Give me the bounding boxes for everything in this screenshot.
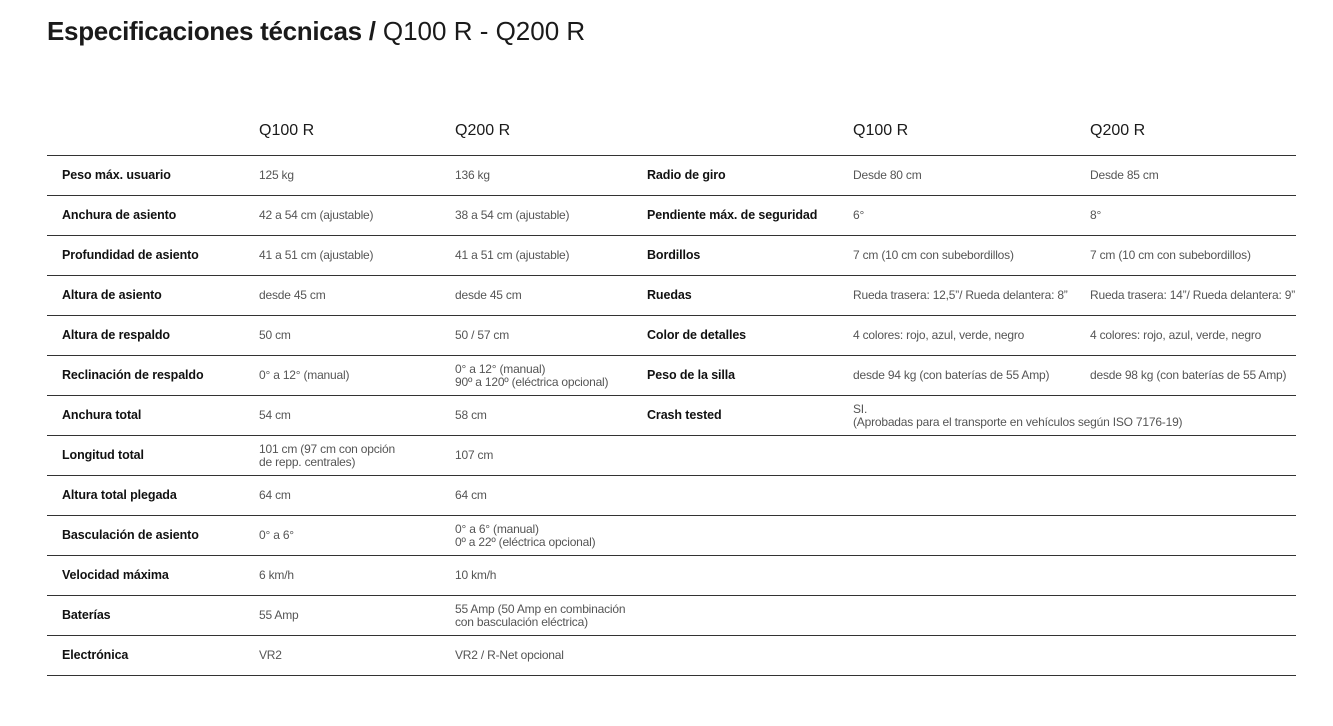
right-label-empty (647, 516, 853, 556)
left-q100-value (259, 636, 455, 676)
crash-label: Crash tested (647, 396, 853, 436)
right-q200-value: desde 98 kg (con baterías de 55 Amp) (1090, 356, 1296, 396)
title-model: Q100 R - Q200 R (382, 16, 586, 46)
left-q200-value (455, 476, 647, 516)
left-q200-value-line: 0° a 6° (manual) (455, 521, 539, 536)
table-row (47, 196, 1296, 236)
left-q200-value (455, 356, 647, 396)
right-label: Pendiente máx. de seguridad (647, 196, 853, 236)
table-row (47, 556, 1296, 596)
right-q100-empty (853, 516, 1090, 556)
table-header-row (47, 107, 1296, 156)
left-q100-value (259, 316, 455, 356)
left-q200-value (455, 156, 647, 196)
left-label: Electrónica (47, 636, 259, 676)
right-q100-value: 4 colores: rojo, azul, verde, negro (853, 316, 1090, 356)
header-right-q200: Q200 R (1090, 107, 1296, 156)
crash-value-line: (Aprobadas para el transporte en vehículos según ISO 7176-19) (853, 414, 1183, 429)
left-label: Anchura de asiento (47, 196, 259, 236)
left-q200-value (455, 436, 647, 476)
left-q200-value (455, 276, 647, 316)
table-row (47, 356, 1296, 396)
right-q100-value: Rueda trasera: 12,5”/ Rueda delantera: 8” (853, 276, 1090, 316)
left-label: Longitud total (47, 436, 259, 476)
right-q200-value: 8° (1090, 196, 1296, 236)
left-q200-value-line: desde 45 cm (455, 288, 522, 302)
table-body (47, 156, 1296, 676)
left-q100-value-line: 101 cm (97 cm con opción (259, 441, 395, 456)
right-q100-empty (853, 436, 1090, 476)
left-q100-value (259, 236, 455, 276)
left-label: Baterías (47, 596, 259, 636)
right-q100-empty (853, 636, 1090, 676)
left-q200-value (455, 596, 647, 636)
left-q100-value (259, 276, 455, 316)
left-q200-value (455, 396, 647, 436)
left-q200-value (455, 556, 647, 596)
left-label: Reclinación de respaldo (47, 356, 259, 396)
left-q200-value-line: 55 Amp (50 Amp en combinación (455, 601, 626, 616)
left-label: Peso máx. usuario (47, 156, 259, 196)
table-row (47, 156, 1296, 196)
header-empty-right (647, 107, 853, 156)
right-q200-value: 4 colores: rojo, azul, verde, negro (1090, 316, 1296, 356)
left-q200-value (455, 316, 647, 356)
right-q100-value: 7 cm (10 cm con subebordillos) (853, 236, 1090, 276)
left-q100-value-line: 125 kg (259, 168, 294, 182)
right-label-empty (647, 636, 853, 676)
left-q100-value-line: 50 cm (259, 328, 291, 342)
right-q200-value: Desde 85 cm (1090, 156, 1296, 196)
table-row (47, 276, 1296, 316)
left-q100-value-line: 0° a 12° (manual) (259, 368, 350, 382)
right-q100-empty (853, 476, 1090, 516)
page-title (47, 14, 585, 48)
header-right-q100: Q100 R (853, 107, 1090, 156)
left-q200-value-line: con basculación eléctrica) (455, 614, 588, 629)
left-q100-value (259, 516, 455, 556)
left-q100-value (259, 356, 455, 396)
left-q100-value-line: 55 Amp (259, 608, 299, 622)
crash-value-line: SI. (853, 401, 868, 416)
table-row (47, 316, 1296, 356)
left-q200-value-line: 136 kg (455, 168, 490, 182)
right-label-empty (647, 476, 853, 516)
right-q100-value: Desde 80 cm (853, 156, 1090, 196)
left-q200-value-line: 107 cm (455, 448, 494, 462)
left-q100-value (259, 436, 455, 476)
table-row (47, 596, 1296, 636)
left-q100-value (259, 596, 455, 636)
left-q100-value (259, 156, 455, 196)
left-label: Profundidad de asiento (47, 236, 259, 276)
left-label: Velocidad máxima (47, 556, 259, 596)
left-q200-value-line: 0° a 12° (manual) (455, 361, 546, 376)
right-q100-empty (853, 596, 1090, 636)
right-q100-empty (853, 556, 1090, 596)
left-q200-value-line: 38 a 54 cm (ajustable) (455, 208, 570, 222)
left-label: Basculación de asiento (47, 516, 259, 556)
right-q200-empty (1090, 636, 1296, 676)
left-q200-value-line: 0º a 22º (eléctrica opcional) (455, 534, 596, 549)
right-q200-value: Rueda trasera: 14”/ Rueda delantera: 9” (1090, 276, 1296, 316)
table-row (47, 236, 1296, 276)
left-q200-value (455, 236, 647, 276)
table-row (47, 636, 1296, 676)
left-q100-value (259, 476, 455, 516)
right-label: Bordillos (647, 236, 853, 276)
left-q100-value-line: desde 45 cm (259, 288, 326, 302)
header-left-q200: Q200 R (455, 107, 647, 156)
table-row (47, 396, 1296, 436)
left-q100-value-line: 54 cm (259, 408, 291, 422)
right-q100-value: desde 94 kg (con baterías de 55 Amp) (853, 356, 1090, 396)
left-q200-value-line: VR2 / R-Net opcional (455, 648, 564, 662)
table-row (47, 516, 1296, 556)
table-row (47, 476, 1296, 516)
right-label-empty (647, 436, 853, 476)
right-q200-empty (1090, 436, 1296, 476)
left-q200-value-line: 10 km/h (455, 568, 497, 582)
spec-table (47, 107, 1296, 676)
crash-value (853, 396, 1296, 436)
left-q100-value-line: VR2 (259, 648, 282, 662)
left-q200-value-line: 90º a 120º (eléctrica opcional) (455, 374, 609, 389)
left-q100-value-line: de repp. centrales) (259, 454, 356, 469)
right-label: Color de detalles (647, 316, 853, 356)
left-label: Altura de respaldo (47, 316, 259, 356)
left-label: Altura de asiento (47, 276, 259, 316)
left-label: Anchura total (47, 396, 259, 436)
left-q200-value (455, 196, 647, 236)
right-q100-value: 6° (853, 196, 1090, 236)
left-q100-value-line: 41 a 51 cm (ajustable) (259, 248, 374, 262)
right-q200-empty (1090, 516, 1296, 556)
left-q100-value-line: 42 a 54 cm (ajustable) (259, 208, 374, 222)
left-q200-value (455, 636, 647, 676)
header-left-q100: Q100 R (259, 107, 455, 156)
left-label: Altura total plegada (47, 476, 259, 516)
right-label: Peso de la silla (647, 356, 853, 396)
title-bold: Especificaciones técnicas / (47, 16, 376, 46)
left-q200-value-line: 58 cm (455, 408, 487, 422)
right-label-empty (647, 556, 853, 596)
left-q100-value-line: 64 cm (259, 488, 291, 502)
left-q200-value-line: 50 / 57 cm (455, 328, 510, 342)
right-q200-empty (1090, 476, 1296, 516)
left-q200-value (455, 516, 647, 556)
left-q200-value-line: 41 a 51 cm (ajustable) (455, 248, 570, 262)
left-q100-value (259, 196, 455, 236)
header-empty-left (47, 107, 259, 156)
left-q100-value-line: 0° a 6° (259, 528, 294, 542)
right-label: Ruedas (647, 276, 853, 316)
left-q100-value-line: 6 km/h (259, 568, 294, 582)
left-q100-value (259, 556, 455, 596)
left-q100-value (259, 396, 455, 436)
right-q200-value: 7 cm (10 cm con subebordillos) (1090, 236, 1296, 276)
right-label: Radio de giro (647, 156, 853, 196)
left-q200-value-line: 64 cm (455, 488, 487, 502)
table-row (47, 436, 1296, 476)
right-q200-empty (1090, 596, 1296, 636)
right-q200-empty (1090, 556, 1296, 596)
right-label-empty (647, 596, 853, 636)
